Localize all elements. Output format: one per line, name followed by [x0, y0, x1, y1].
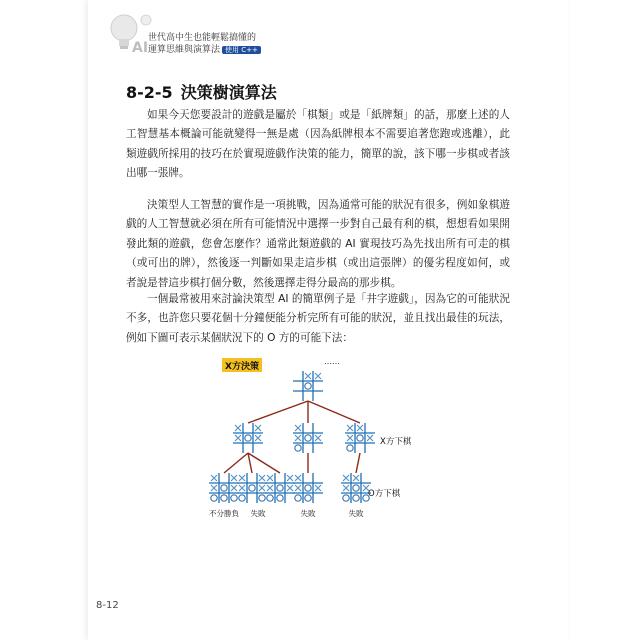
o-mark: [249, 485, 255, 491]
board-level1: [233, 423, 263, 453]
o-mark: [245, 435, 251, 441]
tree-link: [248, 453, 252, 473]
section-number: 8-2-5: [126, 83, 173, 102]
board-level2: [265, 473, 295, 503]
outcome-label: 不分勝負: [209, 509, 239, 518]
tree-link: [308, 401, 360, 423]
board-root: [293, 371, 323, 401]
o-mark: [343, 495, 349, 501]
board-level1: [345, 423, 375, 453]
paragraph-3: 一個最常被用來討論決策型 AI 的簡單例子是「井字遊戲」，因為它的可能狀況不多，也許您只要花個十分鐘便能分析完所有可能的狀況，並且找出最佳的玩法，例如下圖可表示某個狀況下的 O 方的可能下法：: [126, 293, 510, 344]
outcome-label: 失敗: [250, 509, 266, 518]
book-header: [102, 10, 302, 58]
o-mark: [305, 495, 311, 501]
o-mark: [211, 495, 217, 501]
o-mark: [353, 495, 359, 501]
o-mark: [305, 485, 311, 491]
outcome-label: 失敗: [348, 509, 364, 518]
o-mark: [295, 445, 301, 451]
tree-link: [224, 453, 248, 473]
paragraph-2: 決策型人工智慧的實作是一項挑戰，因為通常可能的狀況有很多，例如象棋遊戲的人工智慧就必須在所有可能情況中選擇一步對自己最有利的棋，想想看如果開發此類的遊戲，您會怎麼作？通常此類遊戲的 AI 實現技巧為先找出所有可走的棋（或可出的牌），然後逐一判斷如果走這步棋（或出這張牌）的優劣程度如何，或者說是替這步棋打個分數，然後選擇走得分最高的那步棋。: [126, 199, 510, 289]
o-mark: [277, 495, 283, 501]
o-mark: [305, 383, 311, 389]
board-level2: [341, 473, 371, 503]
o-mark: [239, 495, 245, 501]
board-level2: [237, 473, 267, 503]
cpp-badge: 使用 C++: [222, 46, 261, 54]
o-mark: [357, 435, 363, 441]
paragraph-1: 如果今天您要設計的遊戲是屬於「棋類」或是「紙牌類」的話，那麼上述的人工智慧基本概論可能就變得一無是處（因為紙牌根本不需要追著您跑或逃離），此類遊戲所採用的技巧在於實現遊戲作決策的能力，簡單的說，該下哪一步棋或者該出哪一張牌。: [126, 109, 510, 180]
page-number: 8-12: [96, 600, 119, 611]
o-mark: [259, 495, 265, 501]
tree-link: [248, 401, 308, 423]
o-mark: [295, 495, 301, 501]
o-mark: [221, 495, 227, 501]
o-mark: [221, 485, 227, 491]
o-mark: [267, 495, 273, 501]
tree-link: [356, 453, 360, 473]
logo-text: AI: [132, 40, 149, 56]
o-mark: [277, 485, 283, 491]
outcome-labels: [209, 508, 364, 518]
section-title: 決策樹演算法: [180, 83, 277, 102]
board-level1: [293, 423, 323, 453]
board-level2: [293, 473, 323, 503]
decision-tree-diagram: [208, 356, 440, 522]
tree-link: [248, 453, 280, 473]
outcome-label: 失敗: [300, 509, 316, 518]
o-mark: [305, 435, 311, 441]
book-title-line1: 世代高中生也能輕鬆搞懂的: [148, 33, 257, 43]
tree-boards: [209, 371, 375, 503]
diagram-title: X方決策: [225, 362, 259, 372]
book-title-line2-text: 運算思維與演算法: [148, 45, 221, 55]
board-level2: [209, 473, 239, 503]
o-mark: [353, 485, 359, 491]
section-heading: [126, 80, 277, 103]
x-move-label: X方下棋: [380, 437, 412, 447]
o-mark: [231, 495, 237, 501]
top-ellipsis: ……: [324, 357, 340, 366]
book-title-line2: [148, 42, 261, 55]
o-move-label: O方下棋: [368, 489, 401, 499]
o-mark: [347, 445, 353, 451]
